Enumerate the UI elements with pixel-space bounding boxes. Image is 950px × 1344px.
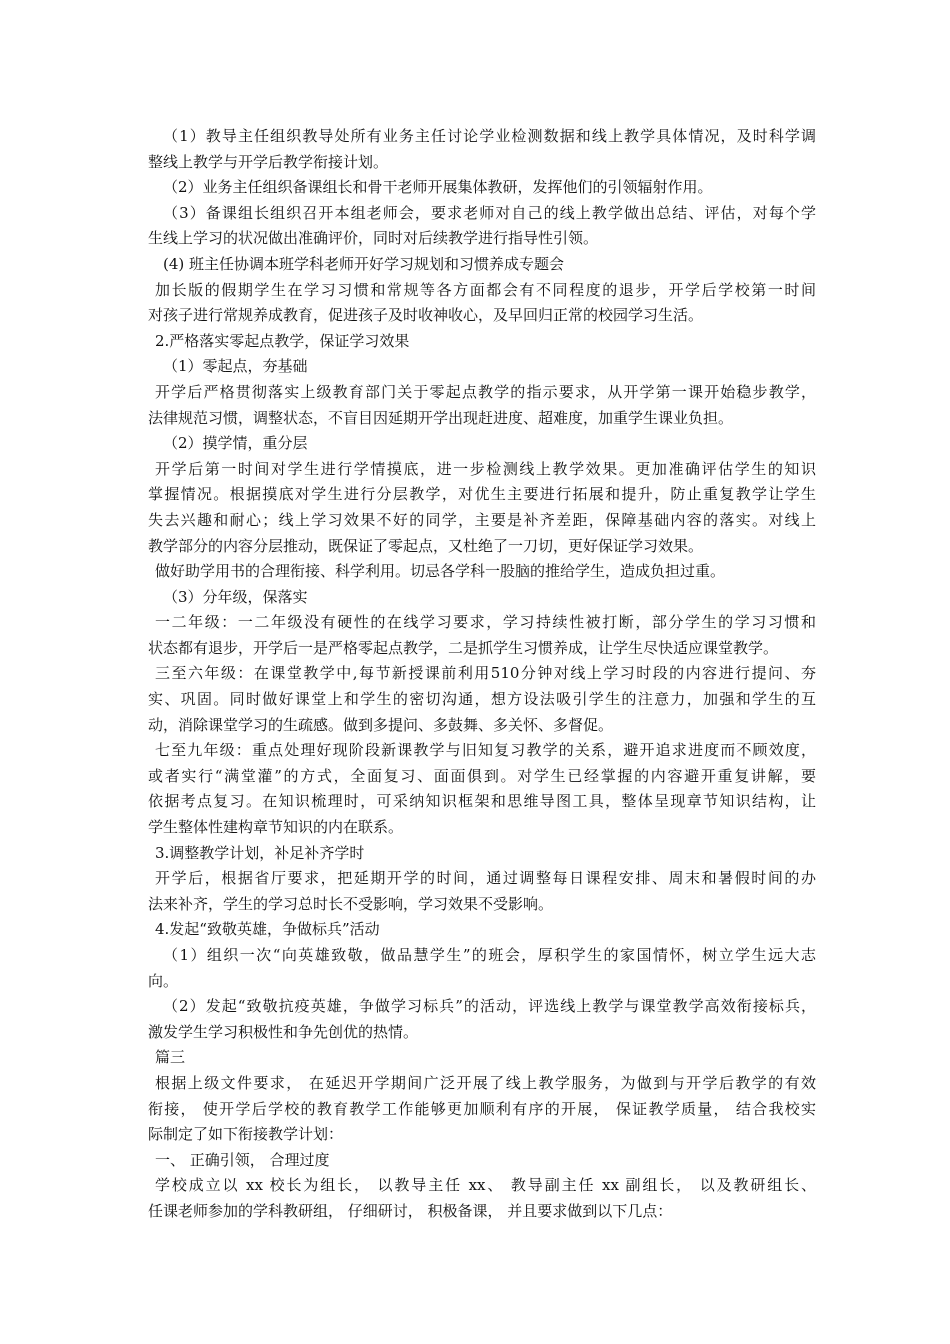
paragraph-line: （2）发起“致敬抗疫英雄，争做学习标兵”的活动，评选线上教学与课堂教学高效衔接标兵，: [163, 997, 816, 1016]
paragraph-line: （1）教导主任组织教导处所有业务主任讨论学业检测数据和线上教学具体情况，及时科学调: [163, 127, 816, 145]
paragraph-line: 法来补齐，学生的学习总时长不受影响，学习效果不受影响。: [148, 894, 554, 913]
paragraph-line: 七至九年级：重点处理好现阶段新课教学与旧知复习教学的关系，避开追求进度而不顾效度，: [155, 741, 816, 760]
paragraph-line: 学生整体性建构章节知识的内在联系。: [148, 818, 404, 837]
paragraph-line: 状态都有退步，开学后一是严格零起点教学，二是抓学生习惯养成，让学生尽快适应课堂教学。: [148, 638, 779, 657]
paragraph-line: 学校成立以 xx 校长为组长， 以教导主任 xx、 教导副主任 xx 副组长， 以及教研组长、: [155, 1176, 816, 1195]
paragraph-line: 开学后，根据省厅要求，把延期开学的时间，通过调整每日课程安排、周末和暑假时间的办: [155, 869, 816, 888]
paragraph-line: 对孩子进行常规养成教育，促进孩子及时收神收心，及早回归正常的校园学习生活。: [148, 306, 704, 325]
paragraph-line: 实、巩固。同时做好课堂上和学生的密切沟通，想方设法吸引学生的注意力，加强和学生的互: [148, 690, 816, 709]
paragraph-line: 失去兴趣和耐心；线上学习效果不好的同学，主要是补齐差距，保障基础内容的落实。对线上: [148, 510, 816, 529]
section-heading: 一、 正确引领， 合理过度: [155, 1150, 330, 1169]
paragraph-line: （3）备课组长组织召开本组老师会，要求老师对自己的线上教学做出总结、评估，对每个学: [163, 203, 816, 222]
paragraph-line: 激发学生学习积极性和争先创优的热情。: [148, 1022, 419, 1041]
paragraph-line: 加长版的假期学生在学习习惯和常规等各方面都会有不同程度的退步，开学后学校第一时间: [155, 280, 816, 299]
section-heading: 4.发起“致敬英雄，争做标兵”活动: [155, 920, 380, 939]
paragraph-line: 做好助学用书的合理衔接、科学利用。切忌各学科一股脑的推给学生，造成负担过重。: [155, 562, 726, 581]
paragraph-line: 一二年级：一二年级没有硬性的在线学习要求，学习持续性被打断，部分学生的学习习惯和: [155, 613, 816, 632]
paragraph-line: 任课老师参加的学科教研组， 仔细研讨， 积极备课， 并且要求做到以下几点：: [148, 1201, 673, 1220]
paragraph-line: 向。: [148, 971, 179, 990]
paragraph-line: 整线上教学与开学后教学衔接计划。: [148, 152, 389, 171]
section-heading: 3.调整教学计划，补足补齐学时: [155, 843, 365, 862]
paragraph-line: 开学后严格贯彻落实上级教育部门关于零起点教学的指示要求，从开学第一课开始稳步教学，: [155, 382, 816, 401]
document-page: [148, 124, 816, 1225]
subsection-heading: （1）零起点，夯基础: [163, 357, 308, 376]
paragraph-line: 生线上学习的状况做出准确评价，同时对后续教学进行指导性引领。: [148, 229, 599, 248]
paragraph-line: 依据考点复习。在知识梳理时，可采纳知识框架和思维导图工具，整体呈现章节知识结构，让: [148, 792, 816, 811]
paragraph-line: 或者实行“满堂灌”的方式，全面复习、面面俱到。对学生已经掌握的内容避开重复讲解，要: [148, 766, 816, 785]
subsection-heading: （3）分年级，保落实: [163, 587, 308, 606]
paragraph-line: 教学部分的内容分层推动，既保证了零起点，又杜绝了一刀切，更好保证学习效果。: [148, 536, 704, 555]
paragraph-line: 根据上级文件要求， 在延迟开学期间广泛开展了线上教学服务，为做到与开学后教学的有效: [155, 1073, 816, 1092]
paragraph-line: 掌握情况。根据摸底对学生进行分层教学，对优生主要进行拓展和提升，防止重复教学让学生: [148, 485, 816, 504]
paragraph-line: 衔接， 使开学后学校的教育教学工作能够更加顺利有序的开展， 保证教学质量， 结合我校实: [148, 1099, 816, 1118]
paragraph-line: 际制定了如下衔接教学计划：: [148, 1125, 344, 1144]
paragraph-line: （2）业务主任组织备课组长和骨干老师开展集体教研，发挥他们的引领辐射作用。: [163, 178, 713, 197]
section-heading: 2.严格落实零起点教学，保证学习效果: [155, 331, 410, 350]
paragraph-line: 法律规范习惯，调整状态，不盲目因延期开学出现赶进度、超难度，加重学生课业负担。: [148, 408, 734, 427]
subsection-heading: （2）摸学情，重分层: [163, 434, 308, 453]
paragraph-line: （1）组织一次“向英雄致敬，做品慧学生”的班会，厚积学生的家国情怀，树立学生远大志: [163, 946, 816, 964]
paragraph-line: (4) 班主任协调本班学科老师开好学习规划和习惯养成专题会: [163, 254, 565, 273]
section-heading: 篇三: [155, 1048, 186, 1067]
paragraph-line: 开学后第一时间对学生进行学情摸底，进一步检测线上教学效果。更加准确评估学生的知识: [155, 459, 816, 478]
paragraph-line: 三至六年级：在课堂教学中,每节新授课前利用510分钟对线上学习时段的内容进行提问、夯: [155, 664, 816, 683]
paragraph-line: 动，消除课堂学习的生疏感。做到多提问、多鼓舞、多关怀、多督促。: [148, 715, 614, 734]
